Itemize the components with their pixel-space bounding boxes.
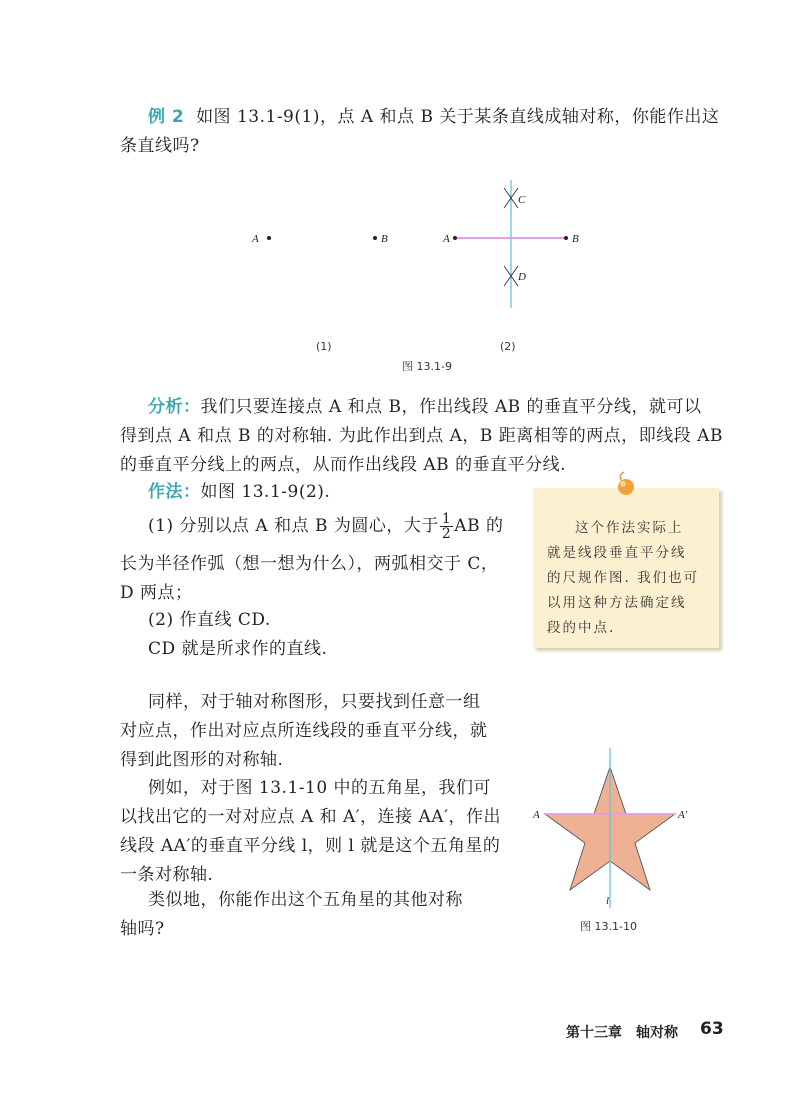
method-result: CD 就是所求作的直线. — [148, 639, 328, 659]
figure-caption-13-1-9: 图 13.1-9 — [402, 360, 452, 373]
note-line4: 以用这种方法确定线 — [547, 595, 687, 611]
point-b-label-1: B — [381, 233, 388, 245]
point-a-dot-1 — [267, 236, 271, 240]
note-line5: 段的中点. — [547, 620, 616, 636]
paragraph-symmetry-axis — [120, 688, 520, 775]
para4-line2: 轴吗? — [120, 919, 165, 939]
figure-13-1-9 — [230, 180, 610, 375]
analysis-line2: 得到点 A 和点 B 的对称轴. 为此作出到点 A，B 距离相等的两点，即线段 AB — [120, 426, 723, 446]
subfigure-1-label: (1) — [316, 340, 332, 353]
fraction-denominator: 2 — [441, 526, 452, 542]
method-label: 作法： — [148, 482, 201, 502]
method-step1-cont — [120, 550, 520, 608]
example-label: 例 2 — [148, 107, 185, 127]
method-step2-text: (2) 作直线 CD. — [148, 610, 271, 630]
point-b-dot-2 — [564, 236, 568, 240]
point-b-label-2: B — [572, 233, 579, 245]
figure-caption-13-1-10: 图 13.1-10 — [580, 920, 637, 933]
para3-line3: 线段 AA′的垂直平分线 l，则 l 就是这个五角星的 — [120, 836, 501, 856]
analysis-paragraph — [120, 393, 730, 480]
para2-line3: 得到此图形的对称轴. — [120, 750, 284, 770]
line-l-label: l — [606, 895, 610, 907]
example-2-question — [148, 103, 728, 132]
footer-chapter-title: 第十三章 轴对称 — [566, 1025, 678, 1041]
point-c-label: C — [518, 194, 526, 206]
note-line3: 的尺规作图. 我们也可 — [547, 570, 700, 586]
para2-line1: 同样，对于轴对称图形，只要找到任意一组 — [148, 692, 481, 712]
example-text-line2: 条直线吗? — [120, 136, 200, 156]
para3-line4: 一条对称轴. — [120, 865, 214, 885]
analysis-line1: 我们只要连接点 A 和点 B，作出线段 AB 的垂直平分线，就可以 — [200, 397, 702, 417]
method-step1-line2: 长为半径作弧（想一想为什么），两弧相交于 C， — [120, 554, 499, 574]
note-line2: 就是线段垂直平分线 — [547, 545, 687, 561]
figure-13-1-10 — [520, 740, 710, 935]
method-step1-b: AB 的 — [454, 516, 504, 536]
side-note-text — [547, 516, 709, 641]
analysis-line3: 的垂直平分线上的两点，从而作出线段 AB 的垂直平分线. — [120, 455, 566, 475]
point-a-dot-2 — [453, 236, 457, 240]
paragraph-star-example — [120, 774, 520, 890]
point-a-label-2: A — [443, 233, 450, 245]
pushpin-icon — [611, 470, 641, 500]
page-number: 63 — [700, 1019, 724, 1039]
para2-line2: 对应点，作出对应点所连线段的垂直平分线，就 — [120, 721, 488, 741]
method-intro-text: 如图 13.1-9(2). — [200, 482, 331, 502]
one-half-fraction — [440, 512, 453, 541]
paragraph-question — [120, 886, 520, 944]
point-a-label-star: A — [533, 809, 540, 821]
method-intro — [148, 478, 528, 507]
subfigure-2-label: (2) — [500, 340, 516, 353]
point-a-label-1: A — [252, 233, 259, 245]
analysis-label: 分析： — [148, 397, 201, 417]
method-step1-a: (1) 分别以点 A 和点 B 为圆心，大于 — [148, 516, 439, 536]
para3-line2: 以找出它的一对对应点 A 和 A′，连接 AA′，作出 — [120, 807, 501, 827]
para3-line1: 例如，对于图 13.1-10 中的五角星，我们可 — [148, 778, 492, 798]
example-2-question-cont — [120, 132, 720, 161]
method-step2 — [148, 606, 528, 664]
fraction-numerator: 1 — [441, 511, 452, 527]
side-note — [533, 488, 719, 648]
note-line1: 这个作法实际上 — [575, 520, 684, 536]
point-b-dot-1 — [373, 236, 377, 240]
point-a-prime-label: A′ — [678, 809, 688, 821]
method-step1-line3: D 两点； — [120, 583, 193, 603]
example-text-line1: 如图 13.1-9(1)，点 A 和点 B 关于某条直线成轴对称，你能作出这 — [196, 107, 720, 127]
method-step1 — [148, 512, 528, 541]
para4-line1: 类似地，你能作出这个五角星的其他对称 — [148, 890, 463, 910]
point-d-label: D — [518, 271, 526, 283]
